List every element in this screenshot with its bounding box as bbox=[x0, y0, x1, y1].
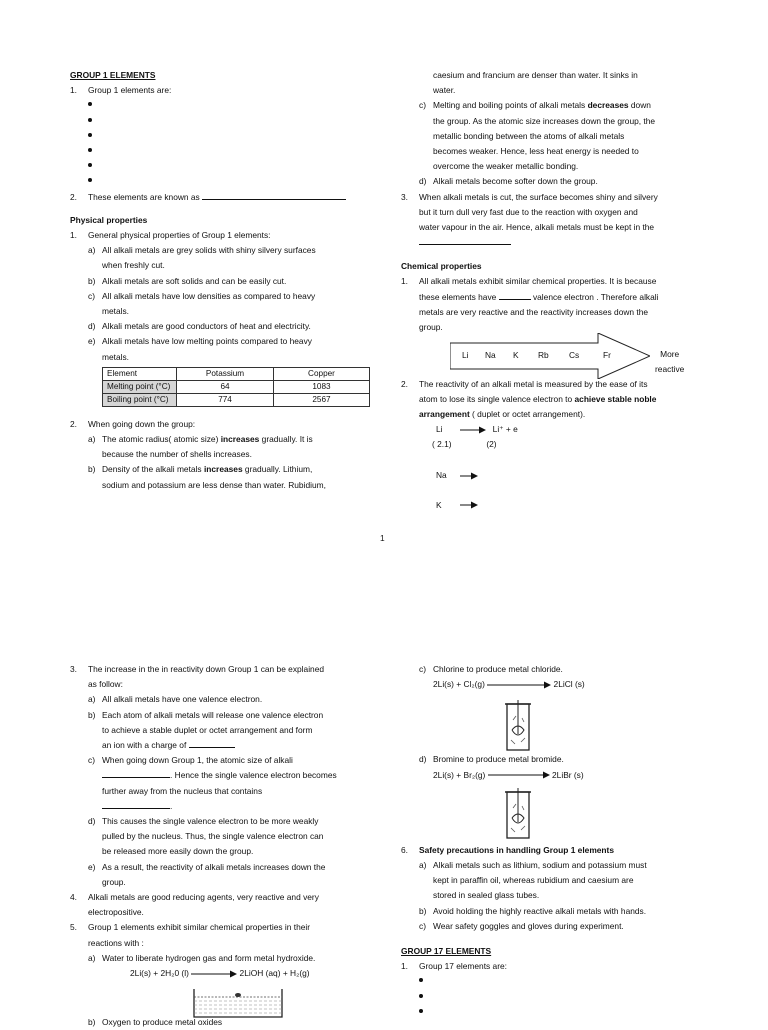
page1-right-column: caesium and francium are denser than water. It sinks in water. c) Melting and boiling points of alkali metals decreases down the group. As the atomic size increases down the group, the metallic bonding between the atoms of alkali metals becomes weaker. Hence, less heat energy is needed to overcome the weaker metallic bonding. d) Alkali metals become softer down the group. 3. When alkali metals is cut, the surface becomes shiny and silvery but it turn dull very fast due to the reaction with oxygen and water vapour in the air. Hence, alkali metals must be kept in the Chemical properties 1. All alkali metals exhibit similar chemical properties. It is because these elements have valence electron . Therefore alkali metals are very reactive and the reactivity increases down the group. bbox=[401, 68, 701, 335]
gas-jar-chlorine-illustration bbox=[505, 700, 531, 752]
arrow-right-icon bbox=[191, 970, 237, 978]
safety-item-b: b) Avoid holding the highly reactive alkali metals with hands. bbox=[419, 905, 647, 916]
answer-blank[interactable] bbox=[102, 808, 170, 809]
reaction-chlorine: c) Chlorine to produce metal chloride. 2Li(s) + Cl₂(g) 2LiCl (s) bbox=[419, 664, 585, 690]
equation-k: K bbox=[432, 498, 632, 513]
chemical-properties-heading: Chemical properties bbox=[401, 261, 482, 272]
answer-blank[interactable] bbox=[202, 199, 346, 200]
chem-q1: 1. All alkali metals exhibit similar chemical properties. It is because these elements have valence electron . Therefore alkali metals are very reactive and the reactivity increases down the group. bbox=[401, 276, 659, 333]
equation-li: Li Li⁺ + e bbox=[436, 424, 518, 434]
page-number: 1 bbox=[380, 533, 385, 543]
group17-q1: 1. Group 17 elements are: bbox=[401, 961, 507, 972]
answer-blank[interactable] bbox=[419, 244, 511, 245]
answer-blank[interactable] bbox=[189, 747, 235, 748]
physical-properties-heading: Physical properties bbox=[70, 214, 148, 225]
bullet-item bbox=[70, 114, 370, 129]
reactivity-item-a: a) All alkali metals have one valence electron. bbox=[88, 694, 263, 705]
bullet-item bbox=[70, 159, 370, 174]
group1-q2: 2. These elements are known as bbox=[70, 190, 370, 205]
arrow-shape bbox=[450, 333, 650, 379]
series-element: K bbox=[513, 350, 519, 360]
phys-q1: 1. General physical properties of Group 1 elements: bbox=[70, 230, 271, 241]
series-element: Fr bbox=[603, 350, 611, 360]
reactivity-series-arrow bbox=[450, 333, 650, 379]
series-element: Cs bbox=[569, 350, 580, 360]
phys-item-b: b) Alkali metals are soft solids and can be easily cut. bbox=[88, 275, 287, 286]
reactivity-item-d: d) This causes the single valence electron to be more weakly pulled by the nucleus. Thus, the single valence electron can be released more easily down the group. bbox=[88, 816, 324, 857]
reactivity-item-c: c) When going down Group 1, the atomic size of alkali . Hence the single valence electron becomes further away from the nucleus that contains . bbox=[88, 755, 337, 811]
phys-q3: 3. When alkali metals is cut, the surface becomes shiny and silvery but it turn dull very fast due to the reaction with oxygen and water vapour in the air. Hence, alkali metals must be kept in the bbox=[401, 190, 701, 248]
reactivity-item-e: e) As a result, the reactivity of alkali metals increases down the group. bbox=[88, 861, 326, 887]
phys-item-e: e) Alkali metals have low melting points compared to heavy metals. bbox=[88, 336, 312, 362]
arrow-right-icon bbox=[488, 771, 550, 779]
group1-title: GROUP 1 ELEMENTS bbox=[70, 70, 156, 80]
bullet-item bbox=[70, 144, 370, 159]
properties-table bbox=[102, 367, 370, 407]
series-element: Na bbox=[485, 350, 496, 360]
reaction-water: a) Water to liberate hydrogen gas and form metal hydroxide. 2Li(s) + 2H₂0 (l) 2LiOH (aq) + H₂(g) bbox=[88, 952, 316, 979]
chem-q2: 2. The reactivity of an alkali metal is measured by the ease of its atom to lose its single valence electron to achieve stable noble arrangement ( duplet or octet arrangement). bbox=[401, 379, 657, 420]
reactivity-item-b: b) Each atom of alkali metals will release one valence electron to achieve a stable duplet or octet arrangement and form an ion with a charge of bbox=[88, 709, 324, 751]
bullet-item bbox=[401, 1005, 701, 1020]
bullet-item bbox=[70, 174, 370, 189]
bullet-item bbox=[401, 990, 701, 1005]
safety-heading: 6. Safety precautions in handling Group 1 elements bbox=[401, 844, 614, 855]
series-element: Li bbox=[462, 350, 469, 360]
reducing-agents-q4: 4. Alkali metals are good reducing agents, very reactive and very electropositive. bbox=[70, 892, 319, 918]
phys-item-a: a) All alkali metals are grey solids with shiny silvery surfaces when freshly cut. bbox=[88, 245, 316, 271]
arrow-right-icon bbox=[487, 681, 551, 689]
gas-jar-bromine-illustration bbox=[505, 788, 531, 840]
phys-item-d: d) Alkali metals are good conductors of heat and electricity. bbox=[88, 321, 311, 332]
equation-li-config: ( 2.1) (2) bbox=[432, 439, 497, 450]
bullet-item bbox=[70, 98, 370, 113]
arrow-right-icon bbox=[460, 472, 478, 480]
bullet-item bbox=[401, 974, 701, 989]
phys-q2-d: d) Alkali metals become softer down the group. bbox=[419, 176, 598, 187]
bullet-item bbox=[70, 129, 370, 144]
phys-item-c: c) All alkali metals have low densities as compared to heavy metals. bbox=[88, 290, 316, 317]
group17-title: GROUP 17 ELEMENTS bbox=[401, 946, 492, 957]
more-reactive-label: More reactive bbox=[655, 349, 685, 374]
table-row: Melting point (°C) 64 1083 bbox=[103, 380, 370, 393]
safety-item-c: c) Wear safety goggles and gloves during experiment. bbox=[419, 920, 624, 931]
phys-q2-b: b) Density of the alkali metals increases gradually. Lithium, sodium and potassium are less dense than water. Rubidium, bbox=[88, 464, 326, 490]
ionisation-equations bbox=[432, 422, 632, 513]
density-continued: caesium and francium are denser than water. It sinks in bbox=[433, 70, 638, 80]
reactivity-q3: 3. The increase in the in reactivity down Group 1 can be explained as follow: bbox=[70, 664, 325, 690]
page1-left-column bbox=[70, 68, 370, 493]
phys-q2-c: c) Melting and boiling points of alkali metals decreases down the group. As the atomic size increases down the group, the metallic bonding between the atoms of alkali metals becomes weaker. Hence, less heat energy is needed to overcome the weaker metallic bonding. bbox=[419, 100, 656, 172]
page2-right-column bbox=[401, 662, 701, 1020]
table-row: Element Potassium Copper bbox=[103, 367, 370, 380]
reaction-bromine: d) Bromine to produce metal bromide. 2Li(s) + Br₂(g) 2LiBr (s) bbox=[419, 754, 584, 780]
arrow-right-icon bbox=[460, 426, 486, 434]
water-trough-illustration bbox=[192, 985, 284, 1019]
table-row: Boiling point (°C) 774 2567 bbox=[103, 393, 370, 406]
series-element: Rb bbox=[538, 350, 549, 360]
phys-q2-a: a) The atomic radius( atomic size) increases gradually. It is because the number of shells increases. bbox=[88, 434, 313, 460]
page2-left-column bbox=[70, 662, 370, 1030]
answer-blank[interactable] bbox=[499, 299, 531, 300]
answer-blank[interactable] bbox=[102, 777, 170, 778]
group1-q1: 1. Group 1 elements are: bbox=[70, 85, 172, 96]
reaction-oxygen: b) Oxygen to produce metal oxides bbox=[88, 1017, 223, 1028]
equation-na: Na bbox=[432, 468, 632, 483]
arrow-right-icon bbox=[460, 501, 478, 509]
chemical-reactions-q5: 5. Group 1 elements exhibit similar chemical properties in their reactions with : bbox=[70, 922, 311, 948]
safety-item-a: a) Alkali metals such as lithium, sodium and potassium must kept in paraffin oil, whereas rubidium and caesium are stored in sealed glass tubes. bbox=[419, 860, 647, 901]
phys-q2: 2. When going down the group: bbox=[70, 418, 196, 429]
